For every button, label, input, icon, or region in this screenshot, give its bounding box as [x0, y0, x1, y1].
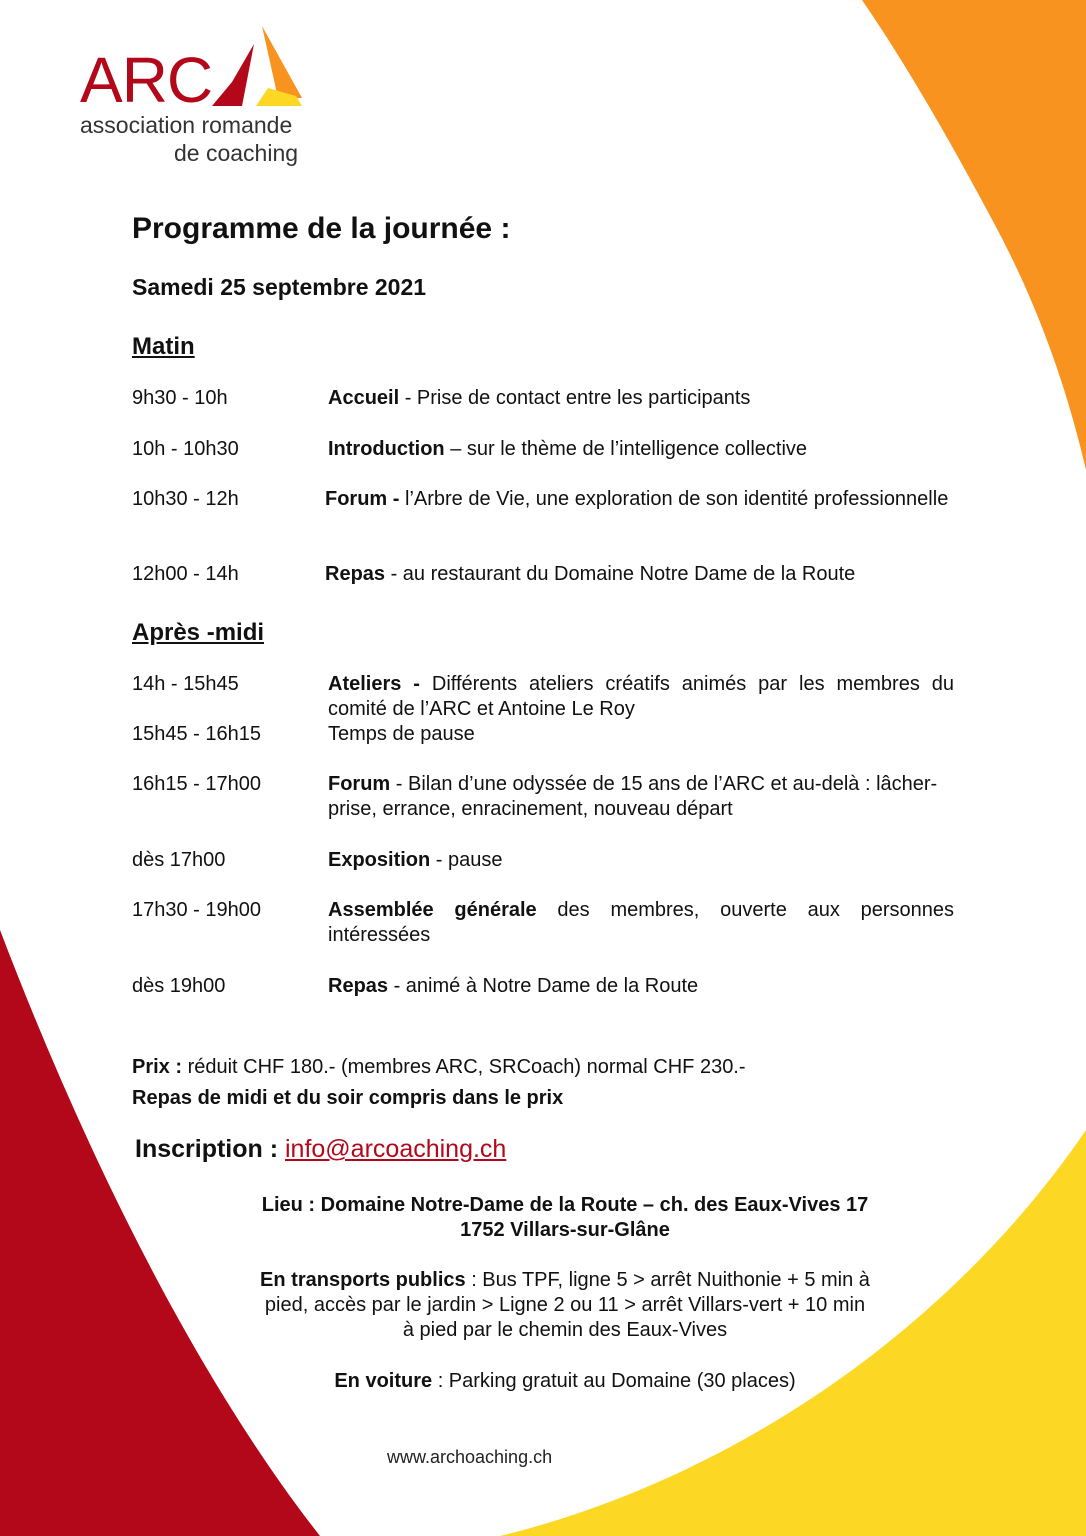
- logo-tagline-1: association romande: [80, 112, 293, 138]
- schedule-item-desc: - Prise de contact entre les participants: [399, 387, 751, 409]
- car-info: [140, 1369, 990, 1394]
- schedule-item-title: Exposition: [328, 849, 431, 871]
- registration-email-link[interactable]: info@arcoaching.ch: [285, 1135, 507, 1163]
- section-heading-afternoon: Après -midi: [132, 619, 265, 646]
- schedule-item-title: Accueil: [328, 387, 400, 409]
- schedule-row: [132, 848, 954, 873]
- website-url: www.archoaching.ch: [387, 1447, 553, 1467]
- schedule-item-title: Forum: [328, 773, 391, 795]
- schedule-row: [132, 672, 954, 722]
- schedule-time: 10h - 10h30: [132, 438, 239, 460]
- schedule-row: [132, 386, 954, 411]
- venue-line-2: 1752 Villars-sur-Glâne: [460, 1219, 670, 1241]
- car-label: En voiture: [334, 1370, 433, 1392]
- schedule-time: 12h00 - 14h: [132, 563, 239, 585]
- schedule-row: [132, 562, 954, 587]
- registration: [135, 1135, 506, 1164]
- schedule-item-desc: - Bilan d’une odyssée de 15 ans de l’ARC et au-delà : lâcher-prise, errance, enracinement, nouveau départ: [328, 773, 938, 820]
- schedule-item-desc: - au restaurant du Domaine Notre Dame de la Route: [385, 563, 856, 585]
- schedule-time: 14h - 15h45: [132, 673, 239, 695]
- schedule-time: 17h30 - 19h00: [132, 899, 262, 921]
- schedule-item-title: Forum -: [325, 488, 400, 510]
- schedule-row: [132, 487, 954, 537]
- transport-label: En transports publics: [260, 1269, 466, 1291]
- schedule-item-desc: – sur le thème de l’intelligence collective: [444, 438, 808, 460]
- schedule-time: 15h45 - 16h15: [132, 723, 262, 745]
- schedule-item-title: Assemblée générale: [328, 899, 537, 921]
- venue-address: [140, 1193, 990, 1243]
- logo-triangle-icon: [212, 26, 302, 108]
- registration-label: Inscription :: [135, 1135, 285, 1163]
- schedule-row: [132, 898, 954, 948]
- schedule-item-desc: - pause: [430, 849, 503, 871]
- logo-wordmark: ARC: [80, 44, 213, 116]
- transport-line-2: pied, accès par le jardin > Ligne 2 ou 11 > arrêt Villars-vert + 10 min: [264, 1294, 866, 1316]
- section-heading-morning: Matin: [132, 333, 195, 360]
- schedule-item-title: Ateliers -: [328, 673, 420, 695]
- schedule-item-desc: Différents ateliers créatifs animés par les membres du comité de l’ARC et Antoine Le Roy: [328, 673, 954, 720]
- arc-logo: [80, 26, 320, 176]
- price-note: Repas de midi et du soir compris dans le prix: [132, 1087, 564, 1109]
- transport-text: : Bus TPF, ligne 5 > arrêt Nuithonie + 5 min à: [465, 1269, 870, 1291]
- price-label: Prix :: [132, 1056, 183, 1078]
- schedule-row: [132, 722, 954, 747]
- page-title: Programme de la journée :: [132, 212, 511, 245]
- public-transport-info: [140, 1268, 990, 1343]
- schedule-row: [132, 772, 954, 822]
- car-text: : Parking gratuit au Domaine (30 places): [432, 1370, 796, 1392]
- schedule-time: 16h15 - 17h00: [132, 773, 262, 795]
- schedule-row: [132, 437, 954, 462]
- schedule-item-title: Introduction: [328, 438, 445, 460]
- schedule-item-title: Repas: [325, 563, 386, 585]
- venue-line-1: Lieu : Domaine Notre-Dame de la Route – ch. des Eaux-Vives 17: [261, 1194, 869, 1216]
- transport-line-3: à pied par le chemin des Eaux-Vives: [402, 1319, 728, 1341]
- schedule-item-desc: Temps de pause: [328, 723, 475, 745]
- price-info: [132, 1052, 746, 1114]
- schedule-time: dès 17h00: [132, 849, 226, 871]
- schedule-item-title: Repas: [328, 975, 389, 997]
- schedule-time: 9h30 - 10h: [132, 387, 228, 409]
- schedule-row: [132, 974, 954, 999]
- schedule-item-desc: - animé à Notre Dame de la Route: [388, 975, 699, 997]
- schedule-item-desc: l’Arbre de Vie, une exploration de son identité professionnelle: [399, 488, 949, 510]
- schedule-time: dès 19h00: [132, 975, 226, 997]
- price-text: réduit CHF 180.- (membres ARC, SRCoach) normal CHF 230.-: [182, 1056, 746, 1078]
- schedule-time: 10h30 - 12h: [132, 488, 239, 510]
- schedule-item-desc: des membres, ouverte aux personnes intéressées: [328, 899, 954, 946]
- logo-tagline-2: de coaching: [174, 140, 299, 166]
- event-date: Samedi 25 septembre 2021: [132, 274, 427, 300]
